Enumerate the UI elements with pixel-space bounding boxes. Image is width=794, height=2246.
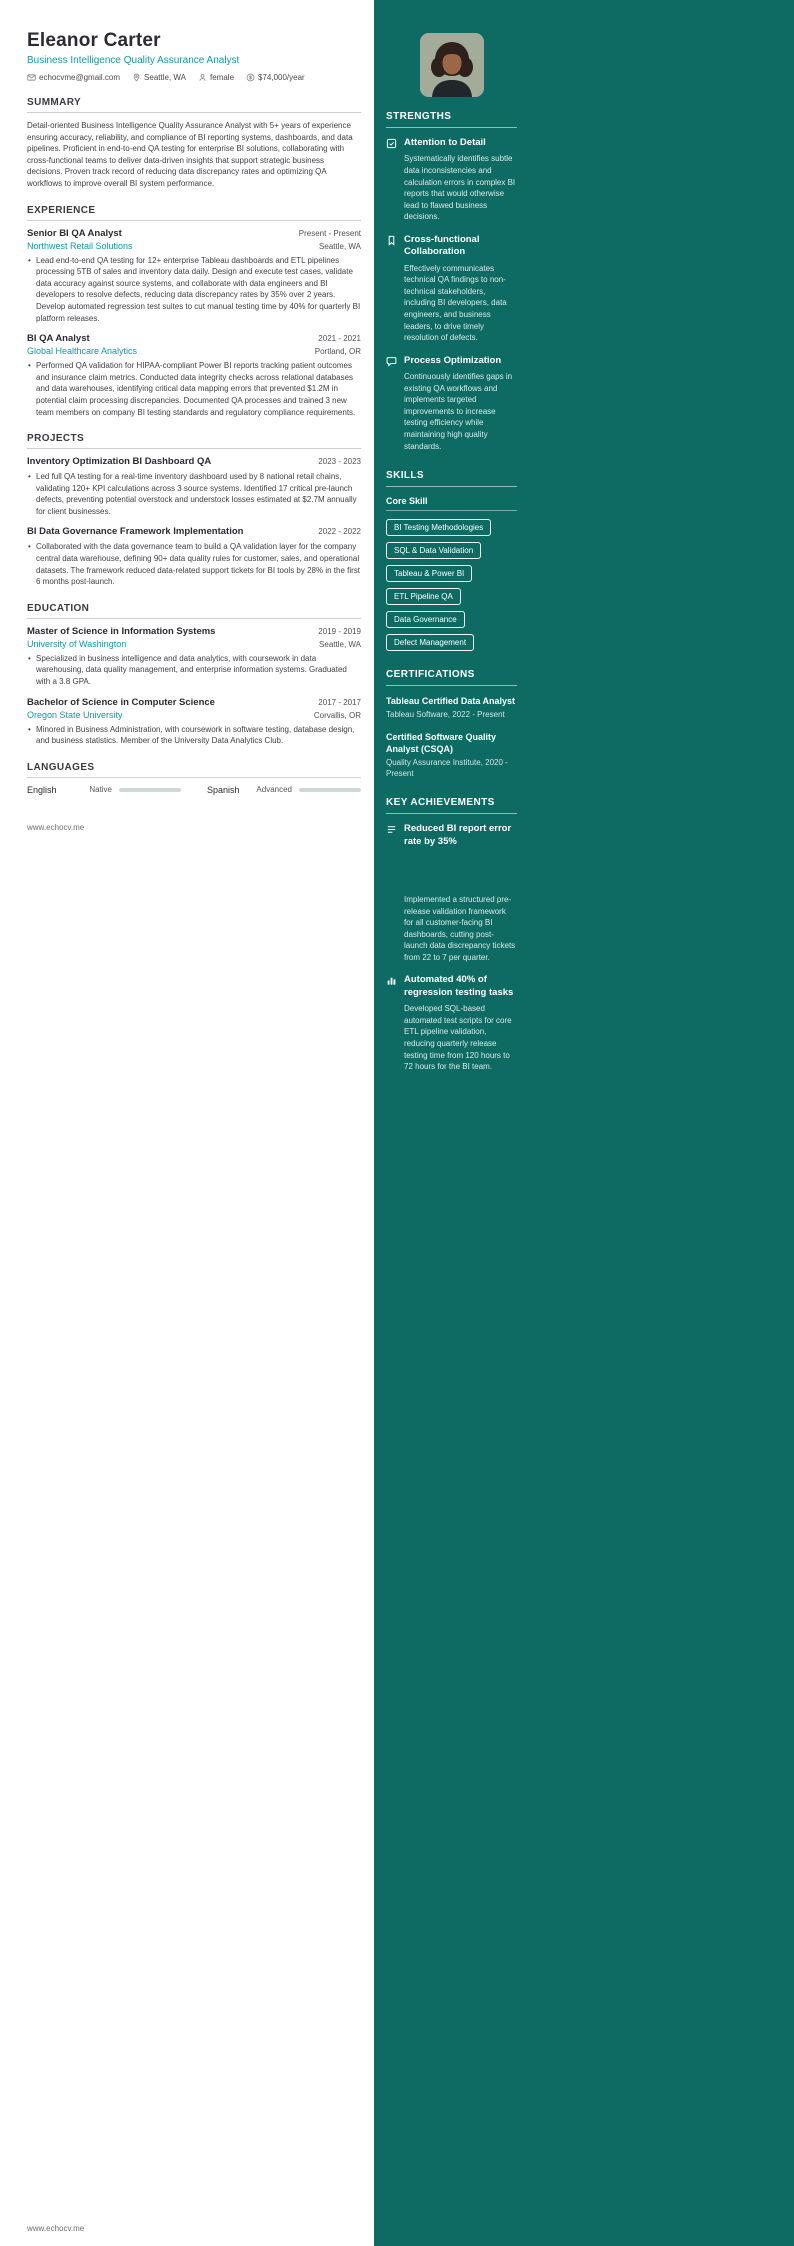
resume-header bbox=[27, 30, 361, 82]
certification-issuer: Quality Assurance Institute, 2020 - Present bbox=[386, 757, 508, 779]
education-dates: 2019 - 2019 bbox=[318, 626, 361, 636]
strength-item bbox=[386, 234, 517, 344]
strength-body bbox=[404, 355, 517, 453]
summary-text: Detail-oriented Business Intelligence Quality Assurance Analyst with 5+ years of experience ensuring accuracy, reliability, and compliance of BI reporting systems, dashboards, and data pipelines. Proficient in end-to-end QA testing for enterprise BI solutions, collaborating with cross-functional teams to deliver data-driven insights that support strategic business decisions. Proven track record of reducing data discrepancy rates and optimizing QA workflows to improve overall BI system performance. bbox=[27, 121, 353, 188]
certification-item bbox=[386, 731, 517, 780]
school-name: University of Washington bbox=[27, 638, 127, 649]
experience-heading: EXPERIENCE bbox=[27, 205, 361, 221]
experience-item bbox=[27, 228, 361, 325]
education-section bbox=[27, 603, 361, 747]
education-item bbox=[27, 697, 361, 747]
job-dates: Present - Present bbox=[298, 228, 361, 238]
website-link[interactable]: www.echocv.me bbox=[27, 822, 85, 832]
experience-section bbox=[27, 205, 361, 419]
avatar-illustration bbox=[420, 33, 484, 97]
skill-tag: BI Testing Methodologies bbox=[386, 519, 491, 536]
contact-row bbox=[27, 73, 361, 82]
strength-text: Systematically identifies subtle data inconsistencies and calculation errors in complex BI reports that would otherwise lead to flawed business decisions. bbox=[404, 154, 516, 222]
strength-title: Cross-functional Collaboration bbox=[404, 233, 480, 258]
achievement-text: Implemented a structured pre-release validation framework for all customer-facing BI dashboards, cutting post-launch data discrepancy tickets from 22 to 7 per quarter. bbox=[404, 894, 516, 962]
company-name: Northwest Retail Solutions bbox=[27, 240, 133, 251]
project-item bbox=[27, 526, 361, 587]
ribbon-icon bbox=[386, 234, 398, 344]
certification-issuer: Tableau Software, 2022 - Present bbox=[386, 710, 505, 720]
strength-title: Attention to Detail bbox=[404, 137, 486, 148]
experience-item-sub bbox=[27, 346, 361, 356]
language-level: Advanced bbox=[256, 785, 292, 795]
contact-gender-text: female bbox=[210, 73, 235, 82]
experience-item bbox=[27, 333, 361, 418]
skills-heading: SKILLS bbox=[386, 470, 517, 487]
skill-tag: Defect Management bbox=[386, 634, 474, 651]
website-link-bottom[interactable]: www.echocv.me bbox=[27, 2224, 85, 2233]
contact-location bbox=[132, 73, 186, 82]
strength-item bbox=[386, 355, 517, 453]
projects-section bbox=[27, 433, 361, 588]
education-item-sub bbox=[27, 710, 361, 720]
candidate-name: Eleanor Carter bbox=[27, 30, 161, 51]
strength-text: Continuously identifies gaps in existing QA workflows and implements targeted improvements to increase testing efficiency while maintaining high quality standards. bbox=[404, 372, 513, 451]
project-title-text: BI Data Governance Framework Implementation bbox=[27, 526, 244, 538]
school-location: Seattle, WA bbox=[319, 639, 361, 649]
languages-section bbox=[27, 762, 361, 795]
email-icon bbox=[27, 73, 36, 82]
strength-body bbox=[404, 234, 517, 344]
contact-salary-text: $74,000/year bbox=[258, 73, 305, 82]
achievement-body bbox=[404, 823, 517, 963]
project-dates: 2023 - 2023 bbox=[318, 457, 361, 467]
contact-gender bbox=[198, 73, 234, 82]
project-item-head bbox=[27, 456, 361, 467]
education-item-sub bbox=[27, 639, 361, 649]
candidate-title: Business Intelligence Quality Assurance Analyst bbox=[27, 55, 240, 66]
list-icon bbox=[386, 823, 398, 963]
checklist-icon bbox=[386, 137, 398, 223]
certification-item bbox=[386, 695, 517, 720]
bar-chart-icon bbox=[386, 974, 398, 1072]
project-bullet: • Collaborated with the data governance team to build a QA validation layer for the company central data warehouse, defining 90+ data quality rules for customer, sales, and operational datasets. The framework reduced data-related support tickets for BI tools by 28% in the first 6 months post-launch. bbox=[27, 541, 361, 587]
job-dates: 2021 - 2021 bbox=[318, 334, 361, 344]
project-bullet: • Led full QA testing for a real-time inventory dashboard used by 8 national retail chains, validating 120+ KPI calculations across 3 source systems. Identified 17 critical pre-launch defects, preventing potential overstock and understock losses estimated at $2.7M annually for client businesses. bbox=[27, 471, 361, 517]
achievements-heading: KEY ACHIEVEMENTS bbox=[386, 797, 517, 814]
skill-tag: ETL Pipeline QA bbox=[386, 588, 461, 605]
contact-email[interactable] bbox=[27, 73, 120, 82]
projects-heading: PROJECTS bbox=[27, 433, 361, 449]
experience-item-sub bbox=[27, 241, 361, 251]
strength-title: Process Optimization bbox=[404, 354, 502, 366]
person-icon bbox=[198, 73, 207, 82]
achievement-body bbox=[404, 974, 517, 1072]
skill-tag: Data Governance bbox=[386, 611, 465, 628]
contact-location-text: Seattle, WA bbox=[144, 73, 186, 82]
degree-text: Bachelor of Science in Computer Science bbox=[27, 696, 215, 708]
education-bullet: • Specialized in business intelligence and data analytics, with coursework in data warehousing, data quality management, and enterprise information systems. Graduated with a 3.8 GPA. bbox=[27, 653, 361, 688]
school-name: Oregon State University bbox=[27, 709, 123, 720]
job-bullet: • Lead end-to-end QA testing for 12+ enterprise Tableau dashboards and ETL pipelines processing 5TB of sales and inventory data daily. Design and execute test cases, validate data accuracy against source systems, and collaborate with data engineers and BI developers to resolve defects, reducing data discrepancy rates by 35% over 2 years. Develop automated regression test suites to cut manual testing time by 40% for quarterly BI platform releases. bbox=[27, 255, 361, 325]
education-item-head bbox=[27, 697, 361, 708]
experience-item-head bbox=[27, 228, 361, 239]
language-level: Native bbox=[89, 785, 112, 795]
education-bullet: • Minored in Business Administration, with coursework in software testing, database design, and business statistics. Member of the University Data Analytics Club. bbox=[27, 724, 361, 747]
language-name: Spanish bbox=[207, 784, 240, 795]
achievement-title: Automated 40% of regression testing tasks bbox=[404, 974, 514, 998]
sidebar-column bbox=[386, 33, 517, 1084]
languages-heading: LANGUAGES bbox=[27, 762, 361, 778]
contact-email-text: echocvme@gmail.com bbox=[39, 73, 121, 82]
skill-group-label: Core Skill bbox=[386, 496, 517, 511]
summary-section bbox=[27, 97, 361, 190]
skill-tag: SQL & Data Validation bbox=[386, 542, 481, 559]
summary-heading: SUMMARY bbox=[27, 97, 361, 113]
avatar bbox=[420, 33, 484, 97]
experience-item-head bbox=[27, 333, 361, 344]
certification-name: Tableau Certified Data Analyst bbox=[386, 696, 516, 707]
language-bar bbox=[299, 788, 361, 792]
certifications-heading: CERTIFICATIONS bbox=[386, 669, 517, 686]
language-bar bbox=[119, 788, 181, 792]
location-icon bbox=[132, 73, 141, 82]
skill-tags bbox=[386, 519, 517, 651]
degree-text: Master of Science in Information Systems bbox=[27, 625, 216, 637]
education-item bbox=[27, 626, 361, 688]
strengths-heading: STRENGTHS bbox=[386, 111, 517, 128]
school-location: Corvallis, OR bbox=[313, 710, 361, 720]
strength-body bbox=[404, 137, 517, 223]
job-title-text: Senior BI QA Analyst bbox=[27, 227, 122, 239]
project-dates: 2022 - 2022 bbox=[318, 527, 361, 537]
language-name: English bbox=[27, 784, 57, 795]
job-location: Portland, OR bbox=[314, 347, 361, 357]
project-item-head bbox=[27, 526, 361, 537]
salary-icon bbox=[246, 73, 255, 82]
achievement-text: Developed SQL-based automated test scripts for core ETL pipeline validation, reducing quarterly release testing time from 120 hours to 72 hours for the BI team. bbox=[404, 1004, 512, 1072]
language-item bbox=[207, 785, 361, 795]
achievement-title: Reduced BI report error rate by 35% bbox=[404, 823, 512, 847]
education-heading: EDUCATION bbox=[27, 603, 361, 619]
achievement-item bbox=[386, 823, 517, 963]
education-dates: 2017 - 2017 bbox=[318, 697, 361, 707]
achievement-item bbox=[386, 974, 517, 1072]
main-column bbox=[27, 30, 361, 832]
certification-name: Certified Software Quality Analyst (CSQA) bbox=[386, 731, 497, 754]
project-title-text: Inventory Optimization BI Dashboard QA bbox=[27, 456, 212, 468]
education-item-head bbox=[27, 626, 361, 637]
job-bullet: • Performed QA validation for HIPAA-compliant Power BI reports tracking patient outcomes and insurance claim metrics. Conducted data integrity checks across relational databases and data warehouses, identifying critical data mapping errors that prevented $1.2M in potential claim processing discrepancies. Documented QA processes and trained 3 new team members on company BI testing standards and regulatory compliance requirements. bbox=[27, 360, 361, 418]
speech-bubble-icon bbox=[386, 355, 398, 453]
company-name: Global Healthcare Analytics bbox=[27, 346, 138, 357]
contact-salary bbox=[246, 73, 305, 82]
strength-text: Effectively communicates technical QA findings to non-technical stakeholders, including BI developers, data engineers, and business leaders, to drive timely resolution of defects. bbox=[404, 263, 507, 343]
language-item bbox=[27, 785, 181, 795]
project-item bbox=[27, 456, 361, 517]
job-location: Seattle, WA bbox=[319, 241, 361, 251]
job-title-text: BI QA Analyst bbox=[27, 333, 90, 345]
strength-item bbox=[386, 137, 517, 223]
languages-row bbox=[27, 785, 361, 795]
skill-tag: Tableau & Power BI bbox=[386, 565, 472, 582]
